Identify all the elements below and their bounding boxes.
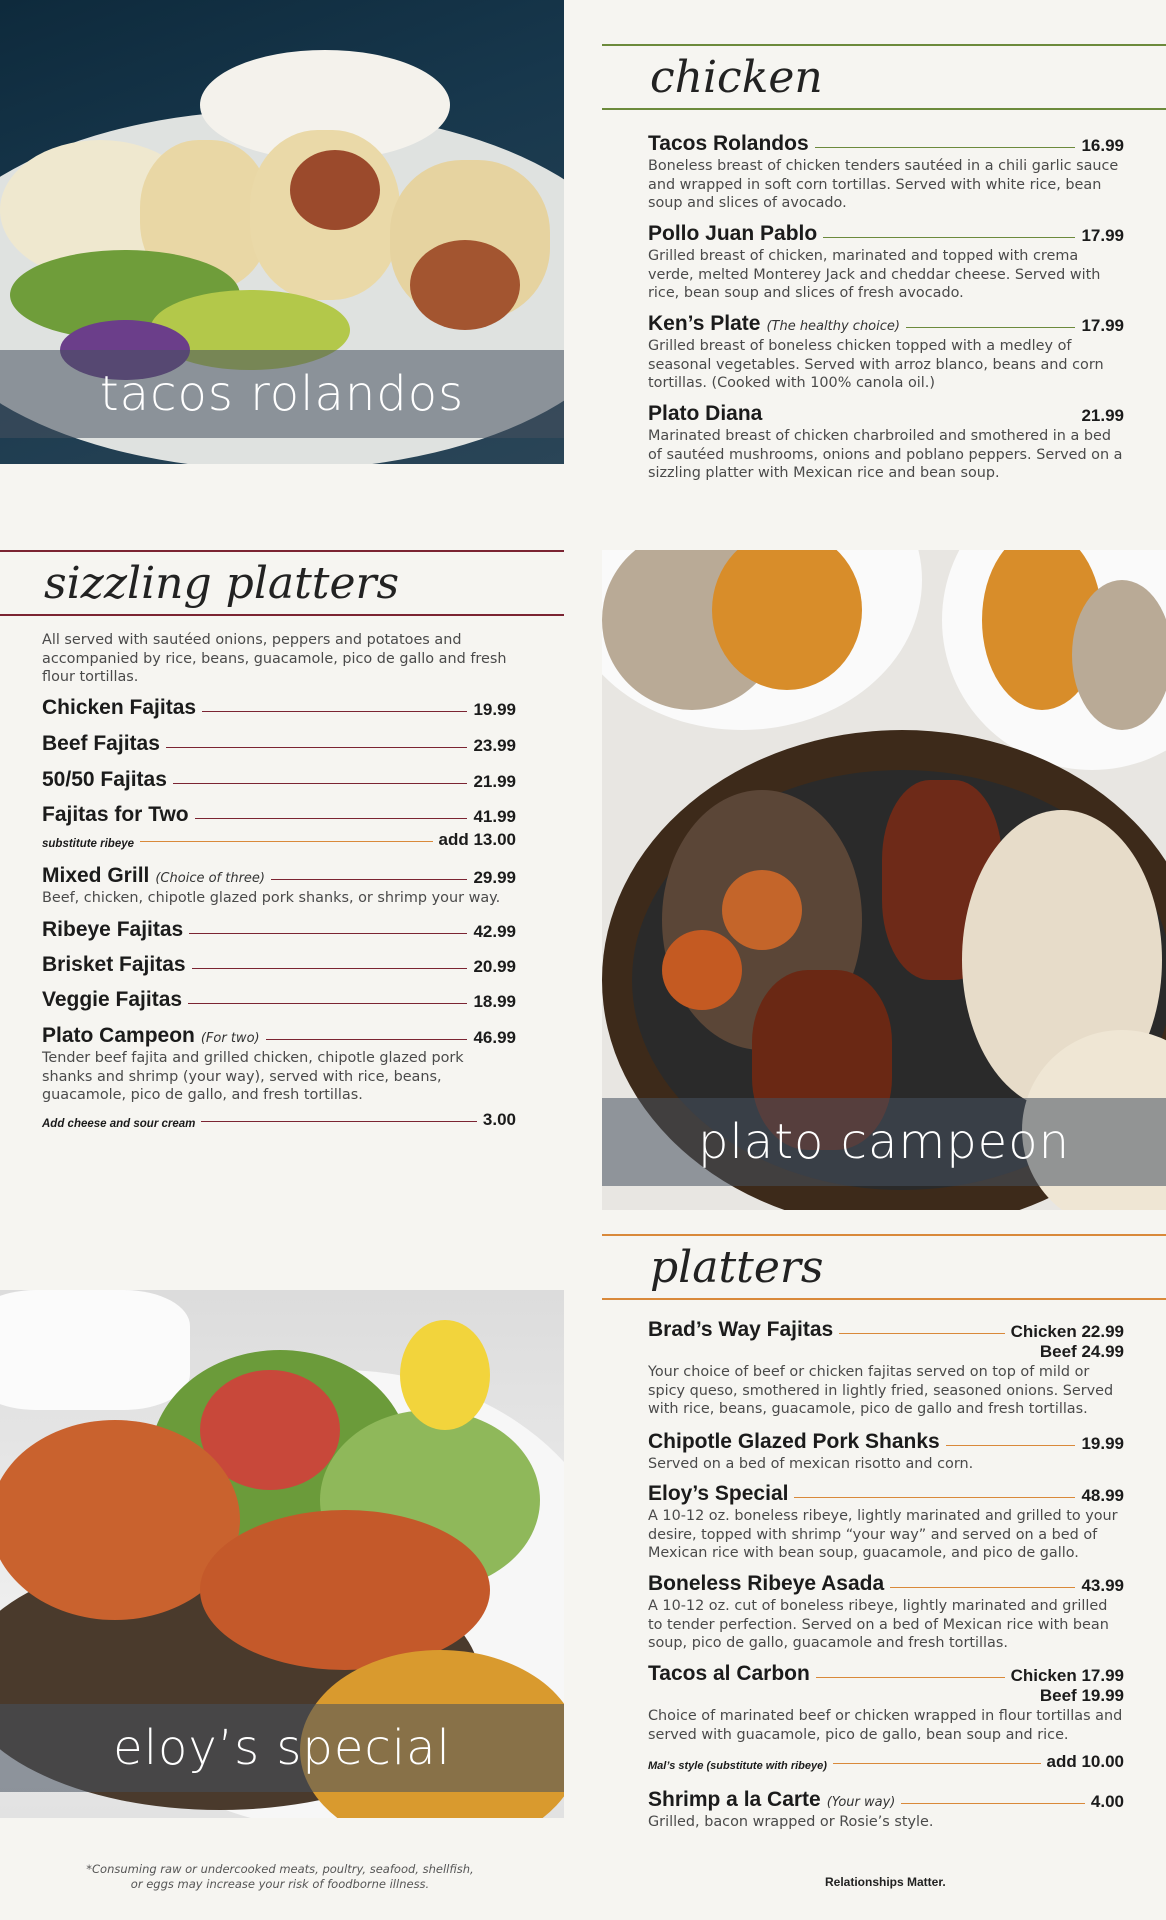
item-description: Served on a bed of mexican risotto and corn.: [648, 1456, 974, 1472]
item-name: Veggie Fajitas: [42, 988, 183, 1011]
item-name: Ken’s Plate: [648, 312, 761, 335]
item-description: Your choice of beef or chicken fajitas served on top of mild or spicy queso, smothered in lightly fried, seasoned onions. Served with rice, beans, guacamole, pico de gallo and fresh tortillas.: [648, 1364, 1114, 1417]
item-price: 19.99: [473, 700, 516, 719]
item-price: 46.99: [473, 1028, 516, 1047]
item-price-chicken: Chicken 22.99: [1010, 1322, 1124, 1341]
item-price: 4.00: [1090, 1792, 1124, 1811]
addon-price: 3.00: [482, 1110, 516, 1129]
item-price: 41.99: [473, 807, 516, 826]
menu-item: [648, 222, 1124, 303]
menu-item: [42, 768, 516, 792]
addon-price: add 13.00: [438, 830, 516, 849]
food-safety-disclaimer: [40, 1862, 520, 1892]
item-price: 43.99: [1081, 1576, 1124, 1595]
menu-item: [42, 988, 516, 1012]
menu-item: [648, 1572, 1124, 1653]
menu-addon: [648, 1752, 1124, 1772]
menu-item: [648, 402, 1124, 483]
item-note: (Choice of three): [155, 871, 266, 886]
item-note: (Your way): [826, 1795, 896, 1810]
item-name: Chipotle Glazed Pork Shanks: [648, 1430, 940, 1453]
item-name: 50/50 Fajitas: [42, 768, 167, 791]
item-name: Beef Fajitas: [42, 732, 160, 755]
item-name: Tacos Rolandos: [648, 132, 809, 155]
disclaimer-line-2: or eggs may increase your risk of foodborne illness.: [130, 1877, 430, 1891]
item-description: Grilled breast of boneless chicken topped with a medley of seasonal vegetables. Served with arroz blanco, beans and corn tortillas. (Cooked with 100% canola oil.): [648, 338, 1104, 391]
menu-item: [42, 953, 516, 977]
item-note: (For two): [200, 1031, 260, 1046]
item-price: 42.99: [473, 922, 516, 941]
menu-item: [648, 1430, 1124, 1474]
addon-name: Add cheese and sour cream: [42, 1118, 196, 1130]
menu-item: [648, 312, 1124, 393]
item-description: Marinated breast of chicken charbroiled and smothered in a bed of sautéed mushrooms, onions and poblano peppers. Served on a sizzling platter with Mexican rice and bean soup.: [648, 428, 1123, 481]
menu-item: [42, 1024, 516, 1105]
item-price: 19.99: [1081, 1434, 1124, 1453]
item-name: Fajitas for Two: [42, 803, 189, 826]
disclaimer-line-1: *Consuming raw or undercooked meats, poultry, seafood, shellfish,: [86, 1862, 474, 1876]
menu-addon: [42, 1110, 516, 1130]
item-price-beef: Beef 24.99: [1039, 1342, 1124, 1361]
menu-item: [648, 1788, 1124, 1832]
item-name: Plato Diana: [648, 402, 763, 425]
menu-item: [42, 696, 516, 720]
menu-item: [648, 132, 1124, 213]
menu-item: [648, 1318, 1124, 1419]
menu-addon: [42, 830, 516, 850]
addon-name: Mal’s style (substitute with ribeye): [648, 1760, 827, 1772]
platters-section-title: platters: [650, 1242, 824, 1293]
item-name: Eloy’s Special: [648, 1482, 789, 1505]
item-description: Grilled breast of chicken, marinated and topped with crema verde, melted Monterey Jack and cheddar cheese. Served with rice, bean soup and slices of fresh avocado.: [648, 248, 1101, 301]
item-price: 17.99: [1081, 226, 1124, 245]
item-price: 23.99: [473, 736, 516, 755]
item-price: 20.99: [473, 957, 516, 976]
plato-campeon-photo: [602, 550, 1166, 1210]
item-name: Mixed Grill: [42, 864, 150, 887]
item-price: 29.99: [473, 868, 516, 887]
item-price: 21.99: [473, 772, 516, 791]
item-description: A 10-12 oz. cut of boneless ribeye, lightly marinated and grilled to tender perfection. Served on a bed of Mexican rice with bean soup, pico de gallo, guacamole and fresh tortillas.: [648, 1598, 1109, 1651]
item-price-beef: Beef 19.99: [1039, 1686, 1124, 1705]
tagline: Relationships Matter.: [825, 1875, 946, 1889]
item-name: Boneless Ribeye Asada: [648, 1572, 885, 1595]
tacos-rolandos-caption: tacos rolandos: [0, 350, 564, 438]
platters-section-header: [602, 1234, 1166, 1300]
menu-item: [648, 1662, 1124, 1744]
item-price: 16.99: [1081, 136, 1124, 155]
item-name: Pollo Juan Pablo: [648, 222, 818, 245]
item-description: Choice of marinated beef or chicken wrapped in flour tortillas and served with guacamole, pico de gallo, bean soup and rice.: [648, 1708, 1123, 1743]
item-name: Chicken Fajitas: [42, 696, 197, 719]
item-price: 48.99: [1081, 1486, 1124, 1505]
menu-item: [648, 1482, 1124, 1563]
item-price-chicken: Chicken 17.99: [1010, 1666, 1124, 1685]
chicken-section-header: [602, 44, 1166, 110]
item-price: 18.99: [473, 992, 516, 1011]
item-description: Grilled, bacon wrapped or Rosie’s style.: [648, 1814, 934, 1830]
item-note: (The healthy choice): [766, 319, 900, 334]
item-name: Plato Campeon: [42, 1024, 195, 1047]
sizzling-section-header: [0, 550, 564, 616]
item-description: A 10-12 oz. boneless ribeye, lightly marinated and grilled to your desire, topped with shrimp “your way” and served on a bed of Mexican rice with bean soup, guacamole, and pico de gallo.: [648, 1508, 1118, 1561]
item-name: Shrimp a la Carte: [648, 1788, 821, 1811]
addon-name: substitute ribeye: [42, 838, 135, 850]
menu-item: [42, 918, 516, 942]
menu-item: [42, 732, 516, 756]
item-name: Brisket Fajitas: [42, 953, 186, 976]
item-name: Ribeye Fajitas: [42, 918, 184, 941]
plato-campeon-caption: plato campeon: [602, 1098, 1166, 1186]
item-description: Boneless breast of chicken tenders sautéed in a chili garlic sauce and wrapped in soft corn tortillas. Served with white rice, bean soup and slices of avocado.: [648, 158, 1119, 211]
menu-item: [42, 864, 516, 908]
tacos-rolandos-photo: [0, 0, 564, 464]
item-price: 21.99: [1081, 406, 1124, 425]
item-name: Brad’s Way Fajitas: [648, 1318, 834, 1341]
sizzling-section-title: sizzling platters: [44, 558, 400, 609]
sizzling-intro: All served with sautéed onions, peppers and potatoes and accompanied by rice, beans, guacamole, pico de gallo and fresh flour tortillas.: [42, 632, 507, 685]
addon-price: add 10.00: [1046, 1752, 1124, 1771]
item-price: 17.99: [1081, 316, 1124, 335]
eloys-special-caption: eloy’s special: [0, 1704, 564, 1792]
chicken-section-title: chicken: [650, 52, 823, 103]
item-name: Tacos al Carbon: [648, 1662, 810, 1685]
eloys-special-photo: [0, 1290, 564, 1818]
menu-item: [42, 803, 516, 827]
item-description: Tender beef fajita and grilled chicken, chipotle glazed pork shanks and shrimp (your way), served with rice, beans, guacamole, pico de gallo, and fresh tortillas.: [42, 1050, 464, 1103]
item-description: Beef, chicken, chipotle glazed pork shanks, or shrimp your way.: [42, 890, 501, 906]
